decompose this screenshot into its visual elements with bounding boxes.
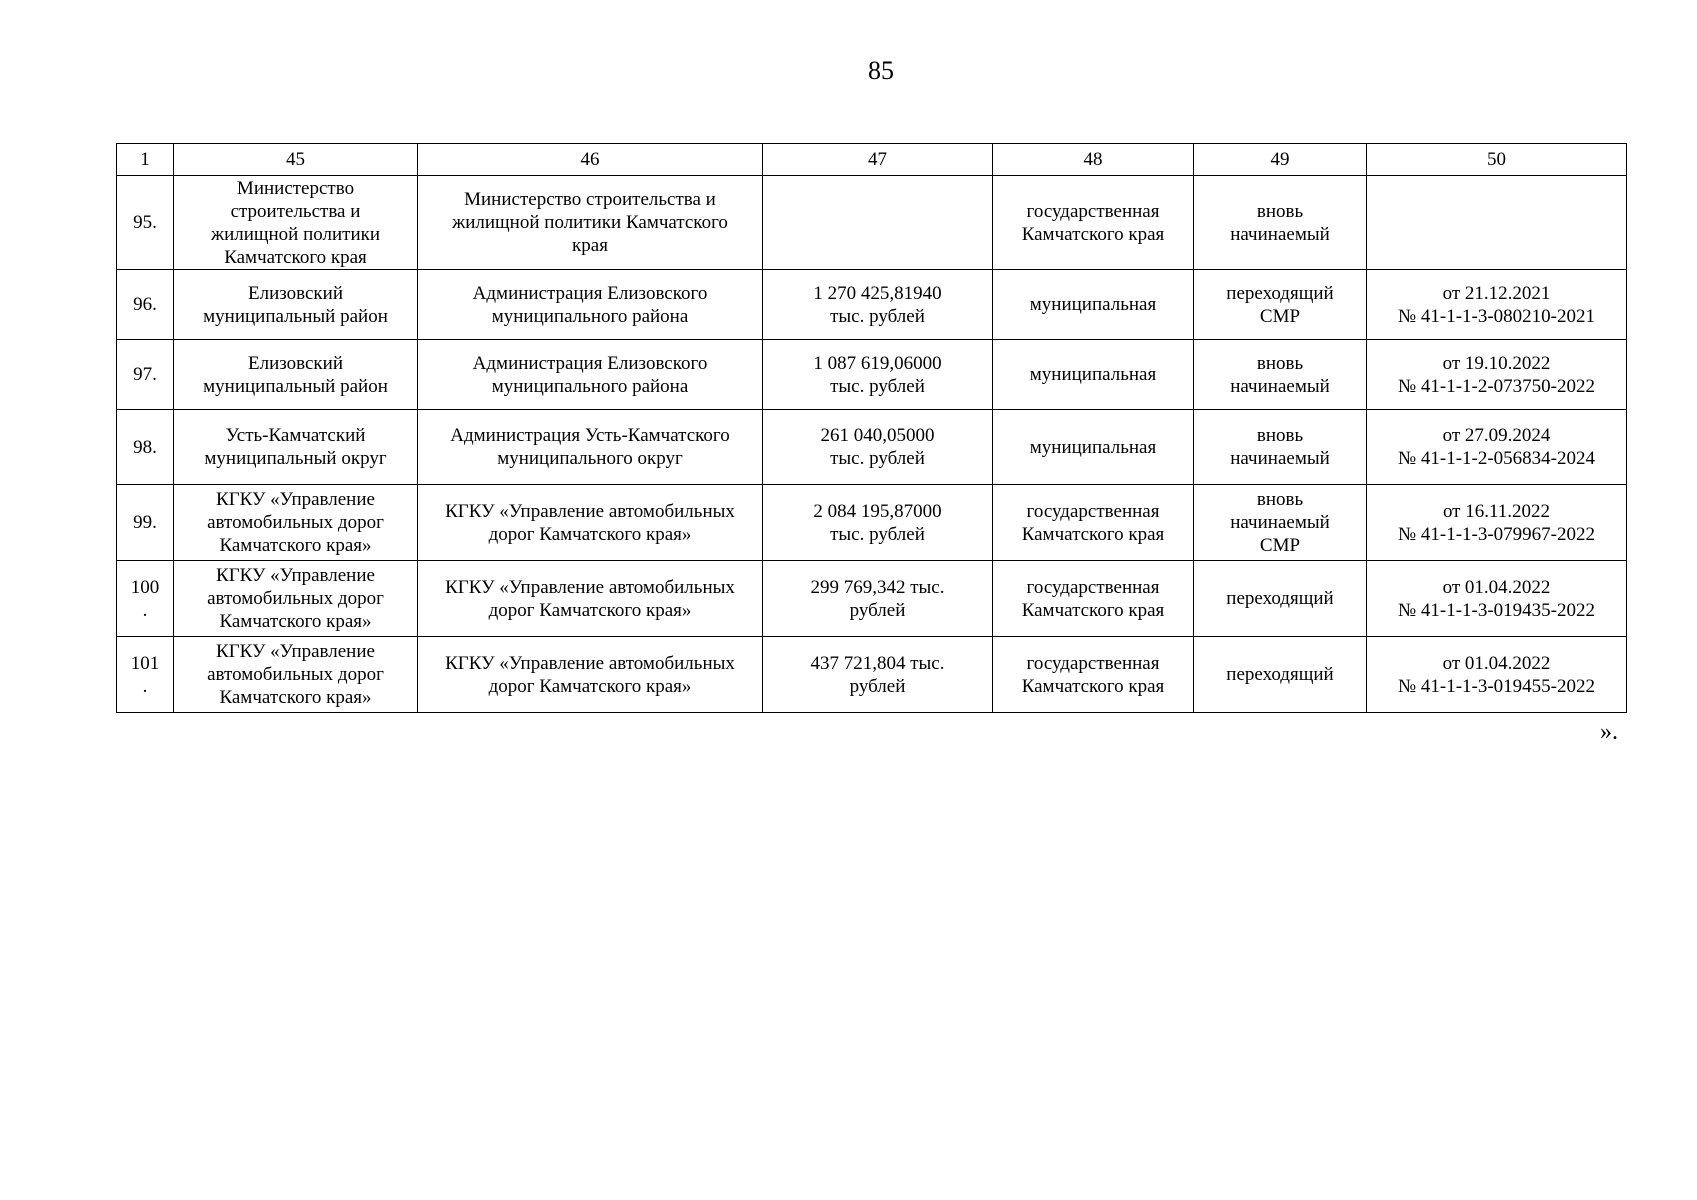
row-number-cell: 96. [117,270,174,340]
table-cell: от 01.04.2022 № 41-1-1-3-019455-2022 [1367,637,1627,713]
row-number-cell: 97. [117,340,174,410]
table-row [117,410,1627,485]
table-cell: муниципальная [993,270,1194,340]
table-cell: муниципальная [993,340,1194,410]
table-cell: от 21.12.2021 № 41-1-1-3-080210-2021 [1367,270,1627,340]
data-table [116,143,1627,713]
closing-quote-mark: ». [1600,719,1618,745]
header-cell-col-45: 45 [174,144,418,176]
table-cell: Елизовский муниципальный район [174,270,418,340]
header-cell-col-46: 46 [418,144,763,176]
table-cell: государственная Камчатского края [993,485,1194,561]
table-cell: 1 087 619,06000 тыс. рублей [763,340,993,410]
table-cell: Администрация Усть-Камчатского муниципального округ [418,410,763,485]
header-cell-col-48: 48 [993,144,1194,176]
table-cell [1367,176,1627,270]
header-cell-col-47: 47 [763,144,993,176]
table-cell: 437 721,804 тыс. рублей [763,637,993,713]
table-cell [763,176,993,270]
table-cell: вновь начинаемый СМР [1194,485,1367,561]
table-cell: КГКУ «Управление автомобильных дорог Камчатского края» [418,561,763,637]
table-cell: КГКУ «Управление автомобильных дорог Камчатского края» [174,637,418,713]
page-number: 85 [868,56,894,85]
table-cell: Елизовский муниципальный район [174,340,418,410]
table-cell: КГКУ «Управление автомобильных дорог Камчатского края» [174,485,418,561]
table-cell: переходящий СМР [1194,270,1367,340]
table-body [117,176,1627,713]
table-cell: от 27.09.2024 № 41-1-1-2-056834-2024 [1367,410,1627,485]
table-cell: от 19.10.2022 № 41-1-1-2-073750-2022 [1367,340,1627,410]
row-number-cell: 99. [117,485,174,561]
table-cell: государственная Камчатского края [993,561,1194,637]
table-cell: вновь начинаемый [1194,410,1367,485]
row-number-cell: 95. [117,176,174,270]
table-row [117,270,1627,340]
table-cell: государственная Камчатского края [993,176,1194,270]
table-cell: КГКУ «Управление автомобильных дорог Камчатского края» [174,561,418,637]
table-header [117,144,1627,176]
row-number-cell: 101 . [117,637,174,713]
table-row [117,485,1627,561]
table-cell: КГКУ «Управление автомобильных дорог Камчатского края» [418,485,763,561]
table-cell: 2 084 195,87000 тыс. рублей [763,485,993,561]
header-cell-col-49: 49 [1194,144,1367,176]
table-row [117,637,1627,713]
table-cell: Администрация Елизовского муниципального района [418,270,763,340]
table-row [117,561,1627,637]
table-cell: 299 769,342 тыс. рублей [763,561,993,637]
row-number-cell: 98. [117,410,174,485]
row-number-cell: 100 . [117,561,174,637]
table-cell: муниципальная [993,410,1194,485]
table-cell: Администрация Елизовского муниципального района [418,340,763,410]
table-cell: вновь начинаемый [1194,340,1367,410]
header-cell-col-50: 50 [1367,144,1627,176]
header-row [117,144,1627,176]
table-cell: переходящий [1194,637,1367,713]
header-cell-col-1: 1 [117,144,174,176]
table-cell: КГКУ «Управление автомобильных дорог Камчатского края» [418,637,763,713]
table-cell: государственная Камчатского края [993,637,1194,713]
table-cell: от 01.04.2022 № 41-1-1-3-019435-2022 [1367,561,1627,637]
table-cell: вновь начинаемый [1194,176,1367,270]
table-cell: переходящий [1194,561,1367,637]
table-row [117,340,1627,410]
table-cell: 1 270 425,81940 тыс. рублей [763,270,993,340]
table-cell: от 16.11.2022 № 41-1-1-3-079967-2022 [1367,485,1627,561]
table-cell: 261 040,05000 тыс. рублей [763,410,993,485]
table-row [117,176,1627,270]
table-cell: Министерство строительства и жилищной политики Камчатского края [418,176,763,270]
table-cell: Усть-Камчатский муниципальный округ [174,410,418,485]
table-cell: Министерство строительства и жилищной политики Камчатского края [174,176,418,270]
